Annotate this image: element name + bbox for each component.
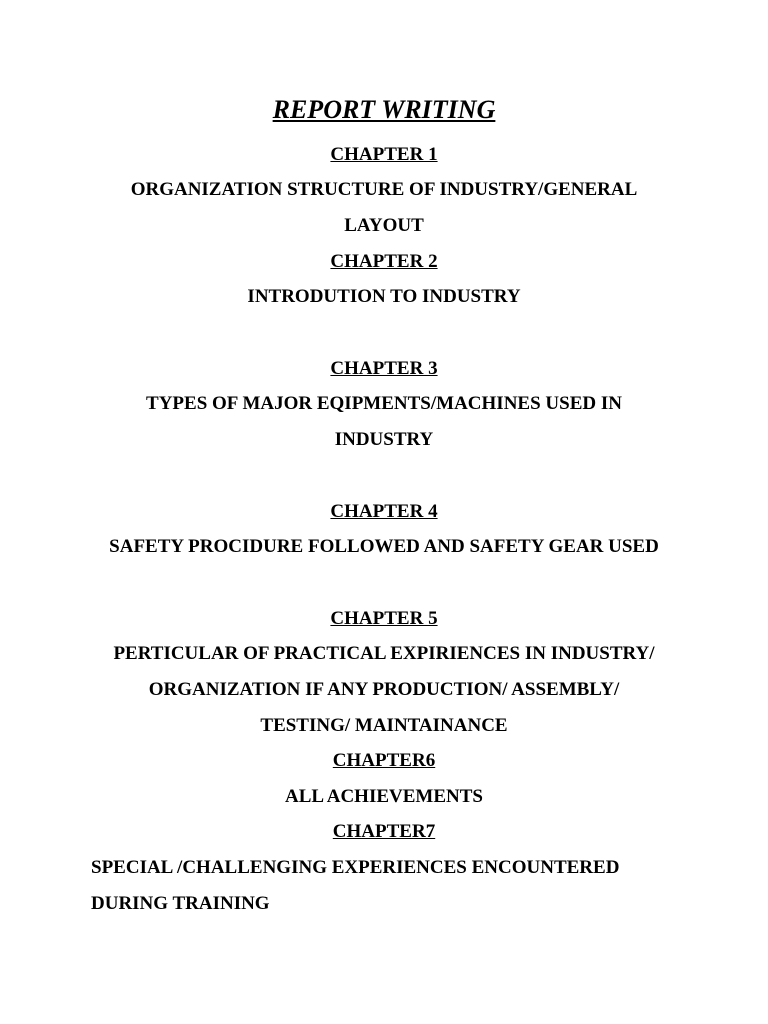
chapter-6-heading: CHAPTER6 bbox=[332, 750, 436, 771]
chapter-5-line-3: TESTING/ MAINTAINANCE bbox=[260, 715, 508, 736]
chapter-3-line-1: TYPES OF MAJOR EQIPMENTS/MACHINES USED IN bbox=[146, 393, 622, 414]
chapter-1-line-1: ORGANIZATION STRUCTURE OF INDUSTRY/GENERAL bbox=[130, 179, 638, 200]
chapter-5-line-1: PERTICULAR OF PRACTICAL EXPIRIENCES IN INDUSTRY/ bbox=[113, 643, 655, 664]
chapter-7-line-2: DURING TRAINING bbox=[91, 893, 270, 914]
chapter-6-line-1: ALL ACHIEVEMENTS bbox=[285, 786, 483, 807]
chapter-5-heading: CHAPTER 5 bbox=[330, 608, 438, 629]
chapter-7-heading: CHAPTER7 bbox=[332, 821, 436, 842]
chapter-1-line-2: LAYOUT bbox=[344, 215, 424, 236]
chapter-5-line-2: ORGANIZATION IF ANY PRODUCTION/ ASSEMBLY/ bbox=[148, 679, 620, 700]
chapter-7-line-1: SPECIAL /CHALLENGING EXPERIENCES ENCOUNTERED bbox=[91, 857, 620, 878]
chapter-4-line-1: SAFETY PROCIDURE FOLLOWED AND SAFETY GEAR USED bbox=[109, 536, 659, 557]
chapter-2-heading: CHAPTER 2 bbox=[330, 251, 438, 272]
chapter-4-heading: CHAPTER 4 bbox=[330, 501, 438, 522]
chapter-3-line-2: INDUSTRY bbox=[334, 429, 434, 450]
chapter-3-heading: CHAPTER 3 bbox=[330, 358, 438, 379]
document-title: REPORT WRITING bbox=[272, 95, 496, 124]
chapter-1-heading: CHAPTER 1 bbox=[330, 144, 438, 165]
chapter-2-line-1: INTRODUTION TO INDUSTRY bbox=[247, 286, 521, 307]
